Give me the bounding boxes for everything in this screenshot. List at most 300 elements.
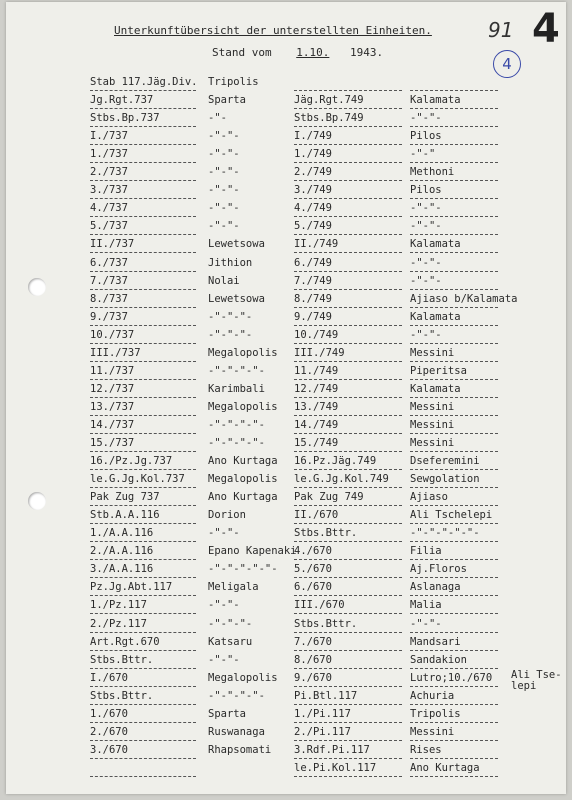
cell-c3: 2./749 [294, 166, 332, 179]
cell-c2: -"-"-"-"- [208, 437, 265, 449]
cell-c2: -"-"- [208, 166, 240, 179]
table-row [6, 166, 566, 186]
rule-line [410, 740, 498, 741]
cell-c3: Stbs.Bttr. [294, 527, 358, 540]
cell-c3: Stbs.Bttr. [294, 617, 358, 630]
cell-c1: 5./737 [90, 220, 128, 233]
rule-line [410, 252, 498, 253]
rule-line [410, 271, 498, 272]
rule-line [294, 198, 402, 199]
cell-c4: Messini [410, 400, 455, 413]
cell-c3: 11./749 [294, 364, 339, 377]
cell-c1: 13./737 [90, 400, 135, 413]
cell-c3: Pi.Btl.117 [294, 689, 358, 702]
rule-line [294, 307, 402, 308]
cell-c4: -"-"- [410, 328, 442, 341]
cell-c4: Pilos [410, 130, 442, 143]
cell-c1: 10./737 [90, 328, 135, 341]
rule-line [410, 758, 498, 759]
table-row [6, 293, 566, 313]
cell-c3: le.G.Jg.Kol.749 [294, 473, 389, 486]
rule-line [90, 180, 196, 181]
rule-line [90, 577, 196, 578]
cell-c2: Nolai [208, 274, 240, 287]
stamp-number: 4 [532, 6, 560, 52]
cell-c1: le.G.Jg.Kol.737 [90, 473, 185, 486]
cell-c4: -"-"- [410, 202, 442, 215]
cell-c3: 3.Rdf.Pi.117 [294, 743, 370, 756]
cell-c1: 15./737 [90, 437, 135, 449]
rule-line [410, 162, 498, 163]
rule-line [410, 613, 498, 614]
rule-line [410, 433, 498, 434]
cell-c2: Megalopolis [208, 346, 278, 359]
cell-c3: 4./670 [294, 545, 332, 558]
table-row [6, 437, 566, 457]
table-row [6, 329, 566, 349]
cell-c4: Aslanaga [410, 581, 461, 594]
cell-c2: -"-"-"-"-"- [208, 563, 278, 576]
cell-c3: Jäg.Rgt.749 [294, 94, 364, 107]
cell-c4: Rises [410, 743, 442, 756]
cell-c1: 1./A.A.116 [90, 527, 154, 540]
cell-c3: 14./749 [294, 418, 339, 431]
rule-line [410, 216, 498, 217]
cell-c3: 5./670 [294, 563, 332, 576]
rule-line [294, 487, 402, 488]
rule-line [410, 198, 498, 199]
cell-c2: Rhapsomati [208, 743, 272, 756]
rule-line [294, 252, 402, 253]
table-row [6, 220, 566, 240]
table-row [6, 581, 566, 601]
table-row [6, 202, 566, 222]
cell-c4: -"-"- [410, 220, 442, 233]
cell-c1: Stb.A.A.116 [90, 509, 160, 522]
rule-line [410, 776, 498, 777]
rule-line [294, 216, 402, 217]
rule-line [294, 668, 402, 669]
table-row [6, 744, 566, 764]
cell-c2: Megalopolis [208, 400, 278, 413]
cell-c3: II./749 [294, 238, 339, 251]
table-row [6, 238, 566, 258]
table-row [6, 76, 566, 96]
rule-line [410, 126, 498, 127]
cell-c4: Malia [410, 599, 442, 612]
cell-c4: Ajiaso [410, 491, 448, 504]
rule-line [410, 686, 498, 687]
rule-line [90, 343, 196, 344]
table-row [6, 563, 566, 583]
cell-c3: II./670 [294, 509, 339, 522]
table-row [6, 401, 566, 421]
cell-c1: Pz.Jg.Abt.117 [90, 581, 173, 594]
cell-c1: 2./A.A.116 [90, 545, 154, 558]
cell-c1: 11./737 [90, 364, 135, 377]
cell-c1: 16./Pz.Jg.737 [90, 455, 173, 468]
cell-c1: 2./Pz.117 [90, 617, 147, 630]
cell-c3: I./749 [294, 130, 332, 143]
rule-line [90, 668, 196, 669]
rule-line [90, 523, 196, 524]
table-row [6, 455, 566, 475]
table-row [6, 762, 566, 782]
cell-c1: 8./737 [90, 292, 128, 305]
table-row [6, 618, 566, 638]
cell-c3: 2./Pi.117 [294, 725, 351, 738]
cell-c3: 8./749 [294, 292, 332, 305]
rule-line [294, 758, 402, 759]
rule-line [410, 144, 498, 145]
table-row [6, 654, 566, 674]
rule-line [294, 433, 402, 434]
rule-line [410, 632, 498, 633]
rule-line [294, 613, 402, 614]
rule-line [294, 686, 402, 687]
rule-line [410, 325, 498, 326]
cell-c2: -"-"-"- [208, 617, 253, 630]
cell-c1: Art.Rgt.670 [90, 635, 160, 648]
rule-line [294, 722, 402, 723]
cell-c4: Ano Kurtaga [410, 761, 480, 774]
table-row [6, 419, 566, 439]
cell-c4: Sewgolation [410, 473, 480, 486]
cell-c3: 9./670 [294, 671, 332, 684]
table-row [6, 491, 566, 511]
cell-c2: Megalopolis [208, 473, 278, 486]
rule-line [410, 668, 498, 669]
cell-c4: Lutro;10./670 [410, 671, 493, 684]
cell-c2: Sparta [208, 94, 246, 107]
cell-c3: Stbs.Bp.749 [294, 112, 364, 125]
cell-c2: Ano Kurtaga [208, 455, 278, 468]
cell-c3: 13./749 [294, 400, 339, 413]
cell-c3: 10./749 [294, 328, 339, 341]
cell-c2: Lewetsowa [208, 292, 265, 305]
cell-c1: 7./737 [90, 274, 128, 287]
rule-line [90, 162, 196, 163]
rule-line [90, 559, 196, 560]
cell-c3: 9./749 [294, 310, 332, 323]
rule-line [294, 162, 402, 163]
stand-year: 1943. [349, 46, 384, 59]
cell-c1: 12./737 [90, 382, 135, 395]
cell-c2: Jithion [208, 256, 253, 269]
rule-line [294, 234, 402, 235]
cell-c4: -"-"- [410, 112, 442, 125]
rule-line [90, 415, 196, 416]
cell-c3: 12./749 [294, 382, 339, 395]
cell-c1: 1./737 [90, 148, 128, 161]
rule-line [294, 415, 402, 416]
rule-line [90, 686, 196, 687]
cell-c3: 6./749 [294, 256, 332, 269]
cell-c4: Methoni [410, 166, 455, 179]
rule-line [90, 307, 196, 308]
cell-c1: 1./Pz.117 [90, 599, 147, 612]
cell-c4: -"-"- [410, 274, 442, 287]
rule-line [90, 613, 196, 614]
rule-line [294, 271, 402, 272]
rule-line [410, 523, 498, 524]
stand-label: Stand vom [212, 46, 272, 59]
cell-c1: Stab 117.Jäg.Div. [90, 76, 198, 88]
cell-c4: -"-"- [410, 256, 442, 269]
cell-c2: Meligala [208, 581, 259, 594]
cell-c1: III./737 [90, 346, 141, 359]
rule-line [410, 559, 498, 560]
rule-line [90, 397, 196, 398]
rule-line [90, 289, 196, 290]
table-row [6, 509, 566, 529]
cell-c2: Karimbali [208, 382, 265, 395]
rule-line [90, 379, 196, 380]
cell-c4: Messini [410, 725, 455, 738]
cell-c3: Pak Zug 749 [294, 491, 364, 504]
cell-c1: 2./737 [90, 166, 128, 179]
cell-c3: 5./749 [294, 220, 332, 233]
rule-line [294, 776, 402, 777]
rule-line [410, 577, 498, 578]
cell-c1: 3./737 [90, 184, 128, 197]
rule-line [90, 126, 196, 127]
rule-line [294, 361, 402, 362]
cell-c4: -"-"- [410, 617, 442, 630]
page-number: 91 [488, 18, 514, 42]
rule-line [410, 379, 498, 380]
rule-line [90, 722, 196, 723]
cell-c4: -"-"-"-"-"- [410, 527, 480, 540]
cell-c1: 3./670 [90, 743, 128, 756]
cell-c4: Sandakion [410, 653, 467, 666]
rule-line [90, 505, 196, 506]
table-row [6, 148, 566, 168]
cell-c2: Megalopolis [208, 671, 278, 684]
rule-line [410, 397, 498, 398]
rule-line [90, 469, 196, 470]
rule-line [410, 650, 498, 651]
rule-line [294, 740, 402, 741]
cell-c1: 3./A.A.116 [90, 563, 154, 576]
table-row [6, 257, 566, 277]
table-row [6, 383, 566, 403]
table-row [6, 726, 566, 746]
cell-c1: 9./737 [90, 310, 128, 323]
rule-line [90, 487, 196, 488]
rule-line [294, 289, 402, 290]
cell-c2: -"-"- [208, 527, 240, 540]
cell-c4: Piperitsa [410, 364, 467, 377]
rule-line [90, 758, 196, 759]
cell-c1: II./737 [90, 238, 135, 251]
cell-c4: Mandsari [410, 635, 461, 648]
rule-line [90, 541, 196, 542]
table-row [6, 347, 566, 367]
document-title: Unterkunftübersicht der unterstellten Einheiten. [114, 24, 432, 37]
rule-line [90, 108, 196, 109]
rule-line [410, 704, 498, 705]
rule-line [410, 307, 498, 308]
table-row [6, 545, 566, 565]
table-row [6, 690, 566, 710]
rule-line [294, 144, 402, 145]
cell-c1: I./670 [90, 671, 128, 684]
cell-c4: Messini [410, 437, 455, 449]
rule-line [90, 234, 196, 235]
rule-line [410, 361, 498, 362]
rule-line [294, 126, 402, 127]
rule-line [294, 469, 402, 470]
rule-line [90, 595, 196, 596]
cell-c2: Dorion [208, 509, 246, 522]
rule-line [410, 451, 498, 452]
rule-line [410, 343, 498, 344]
cell-c1: 2./670 [90, 725, 128, 738]
rule-line [294, 523, 402, 524]
cell-c1: Stbs.Bp.737 [90, 112, 160, 125]
table-row [6, 275, 566, 295]
cell-c1: 1./670 [90, 707, 128, 720]
cell-c2: -"- [208, 112, 227, 125]
rule-line [90, 433, 196, 434]
cell-c2: Ano Kurtaga [208, 491, 278, 504]
cell-c4: Messini [410, 418, 455, 431]
rule-line [90, 90, 196, 91]
stand-date: 1.10. [296, 46, 330, 59]
cell-c3: 4./749 [294, 202, 332, 215]
rule-line [294, 451, 402, 452]
rule-line [294, 650, 402, 651]
rule-line [294, 343, 402, 344]
cell-c3: 16.Pz.Jäg.749 [294, 455, 377, 468]
rule-line [294, 632, 402, 633]
cell-c3: 6./670 [294, 581, 332, 594]
cell-c1: Stbs.Bttr. [90, 689, 154, 702]
rule-line [410, 289, 498, 290]
rule-line [410, 469, 498, 470]
rule-line [410, 541, 498, 542]
rule-line [294, 541, 402, 542]
table-row [6, 94, 566, 114]
rule-line [294, 180, 402, 181]
rule-line [410, 415, 498, 416]
cell-c1: 4./737 [90, 202, 128, 215]
cell-c4: Messini [410, 346, 455, 359]
rule-line [410, 722, 498, 723]
cell-c2: -"-"-"-"- [208, 364, 265, 377]
rule-line [294, 108, 402, 109]
rule-line [294, 704, 402, 705]
cell-c2: -"-"- [208, 599, 240, 612]
cell-c2: -"-"-"- [208, 310, 253, 323]
cell-c4: Dseferemini [410, 455, 480, 468]
rule-line [294, 90, 402, 91]
table-row [6, 473, 566, 493]
cell-c2: Epano Kapenaki [208, 545, 297, 558]
cell-c4: Aj.Floros [410, 563, 467, 576]
table-row [6, 184, 566, 204]
table-row [6, 130, 566, 150]
rule-line [410, 234, 498, 235]
rule-line [410, 487, 498, 488]
rule-line [410, 90, 498, 91]
rule-line [90, 632, 196, 633]
cell-c4: Kalamata [410, 382, 461, 395]
table-row [6, 112, 566, 132]
cell-c4: Filia [410, 545, 442, 558]
cell-c1: 6./737 [90, 256, 128, 269]
cell-c4: Kalamata [410, 94, 461, 107]
cell-c4: -"-" [410, 148, 436, 161]
cell-c3: le.Pi.Kol.117 [294, 761, 377, 774]
rule-line [294, 505, 402, 506]
cell-c3: 8./670 [294, 653, 332, 666]
rule-line [410, 505, 498, 506]
cell-c4: Pilos [410, 184, 442, 197]
cell-c4: Ajiaso b/Kalamata [410, 292, 518, 305]
cell-c5: Ali Tse- lepi [511, 668, 562, 692]
rule-line [90, 216, 196, 217]
date-line [212, 46, 383, 59]
cell-c1: Jg.Rgt.737 [90, 94, 154, 107]
cell-c2: -"-"-"-"- [208, 418, 265, 431]
cell-c2: -"-"- [208, 184, 240, 197]
table-row [6, 636, 566, 656]
cell-c3: III./749 [294, 346, 345, 359]
cell-c3: 3./749 [294, 184, 332, 197]
rule-line [90, 704, 196, 705]
cell-c1: 14./737 [90, 418, 135, 431]
rule-line [90, 252, 196, 253]
cell-c2: Ruswanaga [208, 725, 265, 738]
rule-line [294, 595, 402, 596]
rule-line [90, 776, 196, 777]
rule-line [410, 180, 498, 181]
cell-c3: 1./Pi.117 [294, 707, 351, 720]
rule-line [294, 325, 402, 326]
rule-line [90, 740, 196, 741]
rule-line [90, 451, 196, 452]
cell-c2: -"-"- [208, 202, 240, 215]
rule-line [294, 559, 402, 560]
cell-c1: Stbs.Bttr. [90, 653, 154, 666]
rule-line [90, 650, 196, 651]
table-row [6, 365, 566, 385]
table-row [6, 311, 566, 331]
cell-c2: Lewetsowa [208, 238, 265, 251]
cell-c2: Katsaru [208, 635, 253, 648]
cell-c3: 15./749 [294, 437, 339, 449]
cell-c3: 7./749 [294, 274, 332, 287]
cell-c1: I./737 [90, 130, 128, 143]
cell-c2: -"-"-"-"- [208, 689, 265, 702]
table-row [6, 599, 566, 619]
rule-line [294, 577, 402, 578]
rule-line [90, 325, 196, 326]
table-row [6, 668, 566, 692]
circled-number: 4 [493, 50, 521, 78]
document-sheet [6, 2, 566, 794]
rule-line [90, 144, 196, 145]
rule-line [410, 108, 498, 109]
cell-c2: Tripolis [208, 76, 259, 88]
rule-line [90, 198, 196, 199]
cell-c1: Pak Zug 737 [90, 491, 160, 504]
cell-c2: -"-"-"- [208, 328, 253, 341]
cell-c4: Kalamata [410, 310, 461, 323]
rule-line [294, 397, 402, 398]
